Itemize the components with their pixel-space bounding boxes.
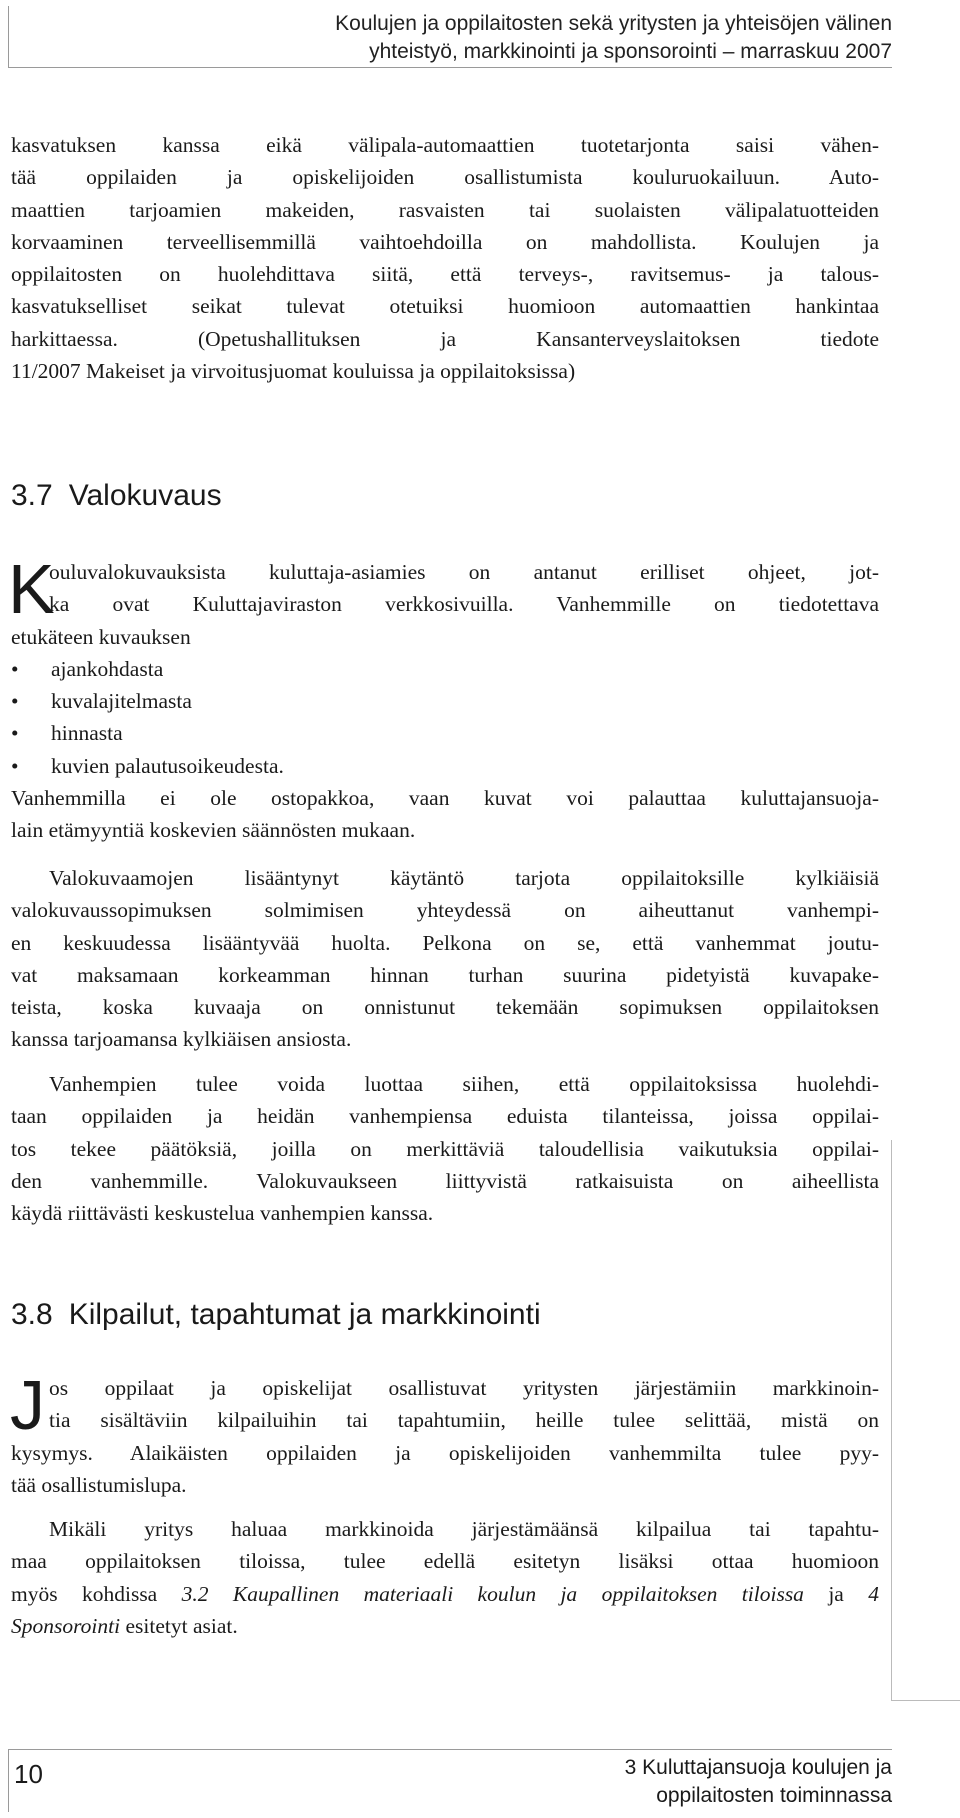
text-fragment: myös kohdissa — [11, 1581, 182, 1606]
section-title: Valokuvaus — [68, 479, 222, 512]
text-line: os oppilaat ja opiskelijat osallistuvat yritysten järjestämiin markkinoin- — [49, 1376, 879, 1400]
text-line: kysymys. Alaikäisten oppilaiden ja opiskelijoiden vanhemmilta tulee pyy- — [11, 1440, 879, 1465]
text-line — [11, 1610, 879, 1642]
bullet-icon: • — [11, 721, 19, 746]
intro-paragraph — [11, 129, 879, 387]
running-header — [132, 10, 892, 66]
text-line: valokuvaussopimuksen solmimisen yhteydessä on aiheuttanut vanhempi- — [11, 898, 879, 923]
text-line: kasvatukselliset seikat tulevat otetuiksi huomioon automaattien hankintaa — [11, 294, 879, 319]
margin-rule — [891, 1140, 892, 1700]
section-number: 3.7 — [11, 479, 53, 512]
cross-reference-3-2: 3.2 Kaupallinen materiaali koulun ja oppilaitoksen tiloissa — [181, 1581, 804, 1606]
text-line: lain etämyyntiä koskevien säännösten mukaan. — [11, 818, 416, 843]
list-item — [11, 653, 879, 685]
list-item-text: hinnasta — [51, 721, 123, 746]
text-line: 11/2007 Makeiset ja virvoitusjuomat kouluissa ja oppilaitoksissa) — [11, 359, 576, 384]
section-number: 3.8 — [11, 1298, 53, 1331]
text-line: kanssa tarjoamansa kylkiäisen ansiosta. — [11, 1027, 352, 1052]
footer-rule-top — [8, 1749, 892, 1750]
text-line: Vanhemmilla ei ole ostopakkoa, vaan kuvat voi palauttaa kuluttajansuoja- — [11, 786, 879, 811]
section-3-7-paragraph-3 — [11, 1068, 879, 1229]
bullet-icon: • — [11, 753, 19, 778]
section-title: Kilpailut, tapahtumat ja markkinointi — [68, 1298, 541, 1331]
list-item-text: kuvalajitelmasta — [51, 689, 192, 714]
text-line: tos tekee päätöksiä, joilla on merkittäviä taloudellisia vaikutuksia oppilai- — [11, 1136, 879, 1161]
text-line: harkittaessa. (Opetushallituksen ja Kansanterveyslaitoksen tiedote — [11, 326, 879, 351]
text-line: kasvatuksen kanssa eikä välipala-automaattien tuotetarjonta saisi vähen- — [11, 133, 879, 157]
text-line: maa oppilaitoksen tiloissa, tulee edellä esitetyn lisäksi ottaa huomioon — [11, 1549, 879, 1574]
text-line: etukäteen kuvauksen — [11, 624, 191, 649]
page-number: 10 — [14, 1759, 43, 1789]
text-line: ka ovat Kuluttajaviraston verkkosivuilla. Vanhemmille on tiedotettava — [49, 592, 879, 617]
section-heading-3-7 — [11, 478, 222, 514]
bullet-icon: • — [11, 656, 19, 681]
section-3-7-paragraph-2 — [11, 862, 879, 1056]
bullet-icon: • — [11, 689, 19, 714]
section-heading-3-8 — [11, 1297, 541, 1333]
section-3-8-body — [10, 1366, 879, 1501]
dropcap-k: K — [8, 550, 55, 628]
text-line: teista, koska kuvaaja on onnistunut tekemään sopimuksen oppilaitoksen — [11, 995, 879, 1020]
cross-reference-4: 4 — [868, 1581, 879, 1606]
list-item — [11, 750, 879, 782]
text-line: oppilaitosten on huolehdittava siitä, että terveys-, ravitsemus- ja talous- — [11, 262, 879, 287]
footer-line-1: 3 Kuluttajansuoja koulujen ja — [624, 1756, 892, 1779]
text-line: tää oppilaiden ja opiskelijoiden osallistumista kouluruokailuun. Auto- — [11, 165, 879, 190]
text-line: käydä riittävästi keskustelua vanhempien kanssa. — [11, 1201, 434, 1226]
text-line: vat maksamaan korkeamman hinnan turhan suurina pidetyistä kuvapake- — [11, 962, 879, 987]
text-line: Mikäli yritys haluaa markkinoida järjestämäänsä kilpailua tai tapahtu- — [49, 1517, 879, 1541]
text-fragment: esitetyt asiat. — [120, 1613, 238, 1638]
header-line-1: Koulujen ja oppilaitosten sekä yritysten ja yhteisöjen välinen — [335, 12, 892, 35]
text-line: Valokuvaamojen lisääntynyt käytäntö tarjota oppilaitoksille kylkiäisiä — [49, 866, 879, 890]
header-rule-left — [8, 6, 9, 68]
list-item — [11, 717, 879, 749]
text-line: maattien tarjoamien makeiden, rasvaisten tai suolaisten välipalatuotteiden — [11, 197, 879, 222]
text-line: tää osallistumislupa. — [11, 1472, 187, 1497]
text-line: korvaaminen terveellisemmillä vaihtoehdoilla on mahdollista. Koulujen ja — [11, 229, 879, 254]
text-fragment: ja — [803, 1581, 869, 1606]
text-line: taan oppilaiden ja heidän vanhempiensa eduista tilanteissa, joissa oppilai- — [11, 1104, 879, 1129]
margin-rule-bottom — [891, 1700, 960, 1701]
text-line: Vanhempien tulee voida luottaa siihen, että oppilaitoksissa huolehdi- — [49, 1072, 879, 1096]
text-line: tia sisältäviin kilpailuihin tai tapahtumiin, heille tulee selittää, mistä on — [49, 1408, 879, 1433]
text-line: den vanhemmille. Valokuvaukseen liittyvistä ratkaisuista on aiheellista — [11, 1168, 879, 1193]
list-item-text: ajankohdasta — [51, 656, 164, 681]
running-footer — [625, 1754, 892, 1810]
section-3-7-body — [11, 556, 879, 847]
cross-reference-sponsorointi: Sponsorointi — [11, 1613, 121, 1638]
header-line-2: yhteistyö, markkinointi ja sponsorointi – marraskuu 2007 — [369, 40, 892, 63]
list-item-text: kuvien palautusoikeudesta. — [51, 753, 284, 778]
section-3-8-paragraph-2 — [11, 1513, 879, 1642]
footer-line-2: oppilaitosten toiminnassa — [656, 1784, 892, 1807]
dropcap-j: J — [10, 1366, 45, 1444]
text-line — [11, 1578, 879, 1610]
list-item — [11, 685, 879, 717]
header-rule-bottom — [8, 67, 892, 68]
footer-rule-left — [8, 1750, 9, 1812]
text-line: en keskuudessa lisääntyvää huolta. Pelkona on se, että vanhemmat joutu- — [11, 930, 879, 955]
text-line: ouluvalokuvauksista kuluttaja-asiamies on antanut erilliset ohjeet, jot- — [49, 560, 879, 584]
